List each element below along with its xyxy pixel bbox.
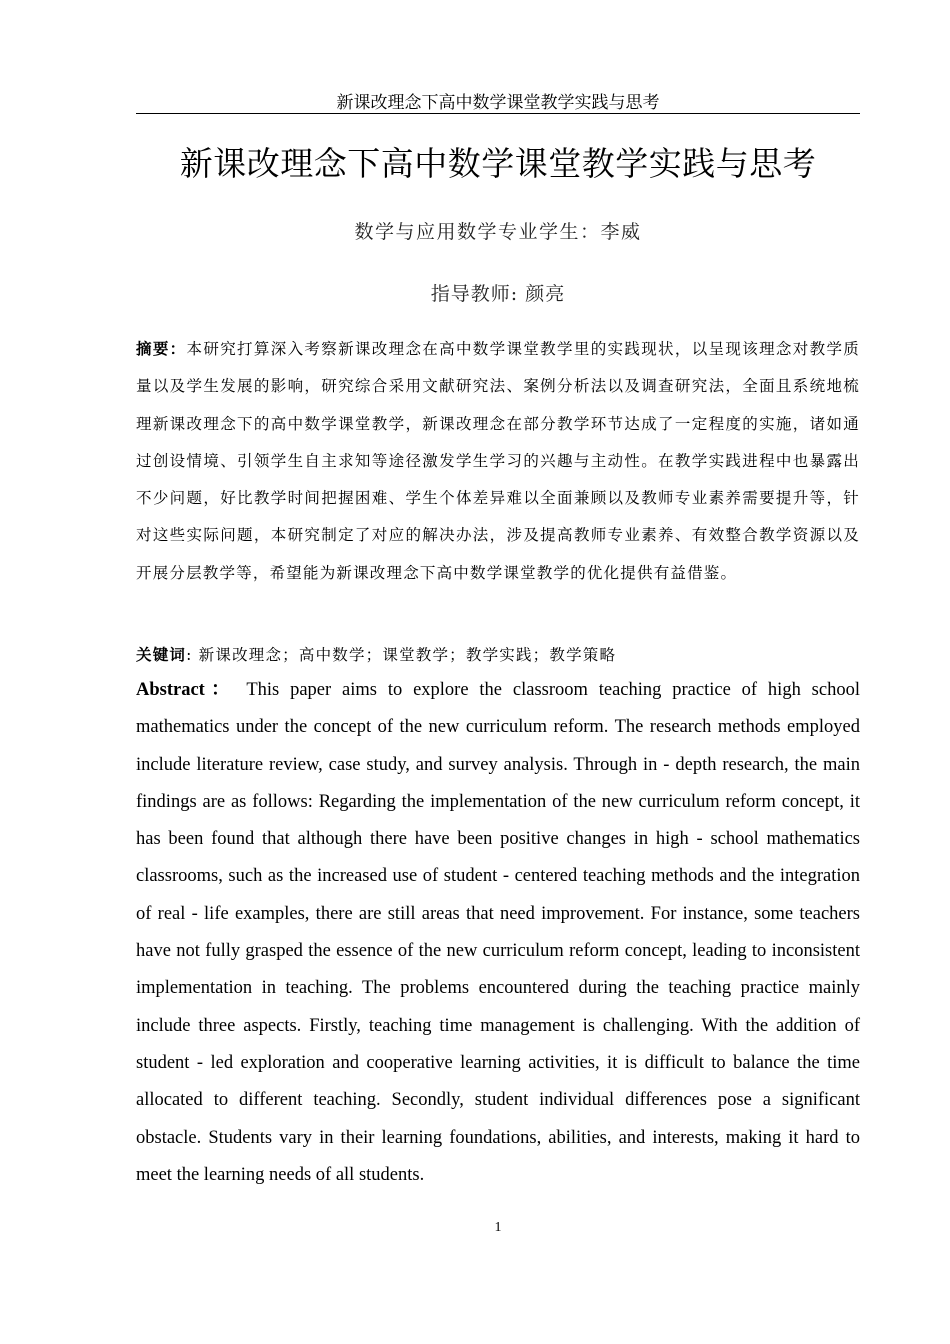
keywords-text: 新课改理念；高中数学；课堂教学；教学实践；教学策略 [198, 646, 617, 664]
keywords-separator: : [186, 646, 199, 664]
english-abstract-text: This paper aims to explore the classroom teaching practice of high school mathematics under the concept of the new curriculum reform. The research methods employed include literature review, case study, and survey analysis. Through in - depth research, the main findings are as follows: Regarding the implementation of the new curriculum reform concept, it has been found that although there have been positive changes in high - school mathematics classrooms, such as the increased use of student - centered teaching methods and the integration of real - life examples, there are still areas that need improvement. For instance, some teachers have not fully grasped the essence of the new curriculum reform concept, leading to inconsistent implementation in teaching. The problems encountered during the teaching practice mainly include three aspects. Firstly, teaching time management is challenging. With the addition of student - led exploration and cooperative learning activities, it is difficult to balance the time allocated to different teaching. Secondly, student individual differences pose a significant obstacle. Students vary in their learning foundations, abilities, and interests, making it hard to meet the learning needs of all students. [136, 680, 860, 1185]
english-abstract-label: Abstract： [136, 680, 236, 700]
keywords-label: 关键词 [136, 645, 187, 664]
advisor-line: 指导教师: 颜亮 [430, 283, 566, 305]
running-header: 新课改理念下高中数学课堂教学实践与思考 [336, 93, 660, 112]
header-divider [136, 113, 860, 114]
english-abstract [136, 672, 860, 1194]
chinese-abstract-label: 摘要： [136, 339, 187, 358]
chinese-keywords [136, 639, 860, 671]
paper-title: 新课改理念下高中数学课堂教学实践与思考 [179, 144, 817, 183]
chinese-abstract-text: 本研究打算深入考察新课改理念在高中数学课堂教学里的实践现状，以呈现该理念对教学质量以及学生发展的影响，研究综合采用文献研究法、案例分析法以及调查研究法，全面且系统地梳理新课改理念下的高中数学课堂教学，新课改理念在部分教学环节达成了一定程度的实施，诸如通过创设情境、引领学生自主求知等途径激发学生学习的兴趣与主动性。在教学实践进程中也暴露出不少问题，好比教学时间把握困难、学生个体差异难以全面兼顾以及教师专业素养需要提升等，针对这些实际问题，本研究制定了对应的解决办法，涉及提高教师专业素养、有效整合教学资源以及开展分层教学等，希望能为新课改理念下高中数学课堂教学的优化提供有益借鉴。 [136, 340, 860, 582]
page-number: 1 [494, 1220, 502, 1235]
author-line: 数学与应用数学专业学生：李威 [354, 221, 642, 243]
chinese-abstract [136, 330, 860, 592]
